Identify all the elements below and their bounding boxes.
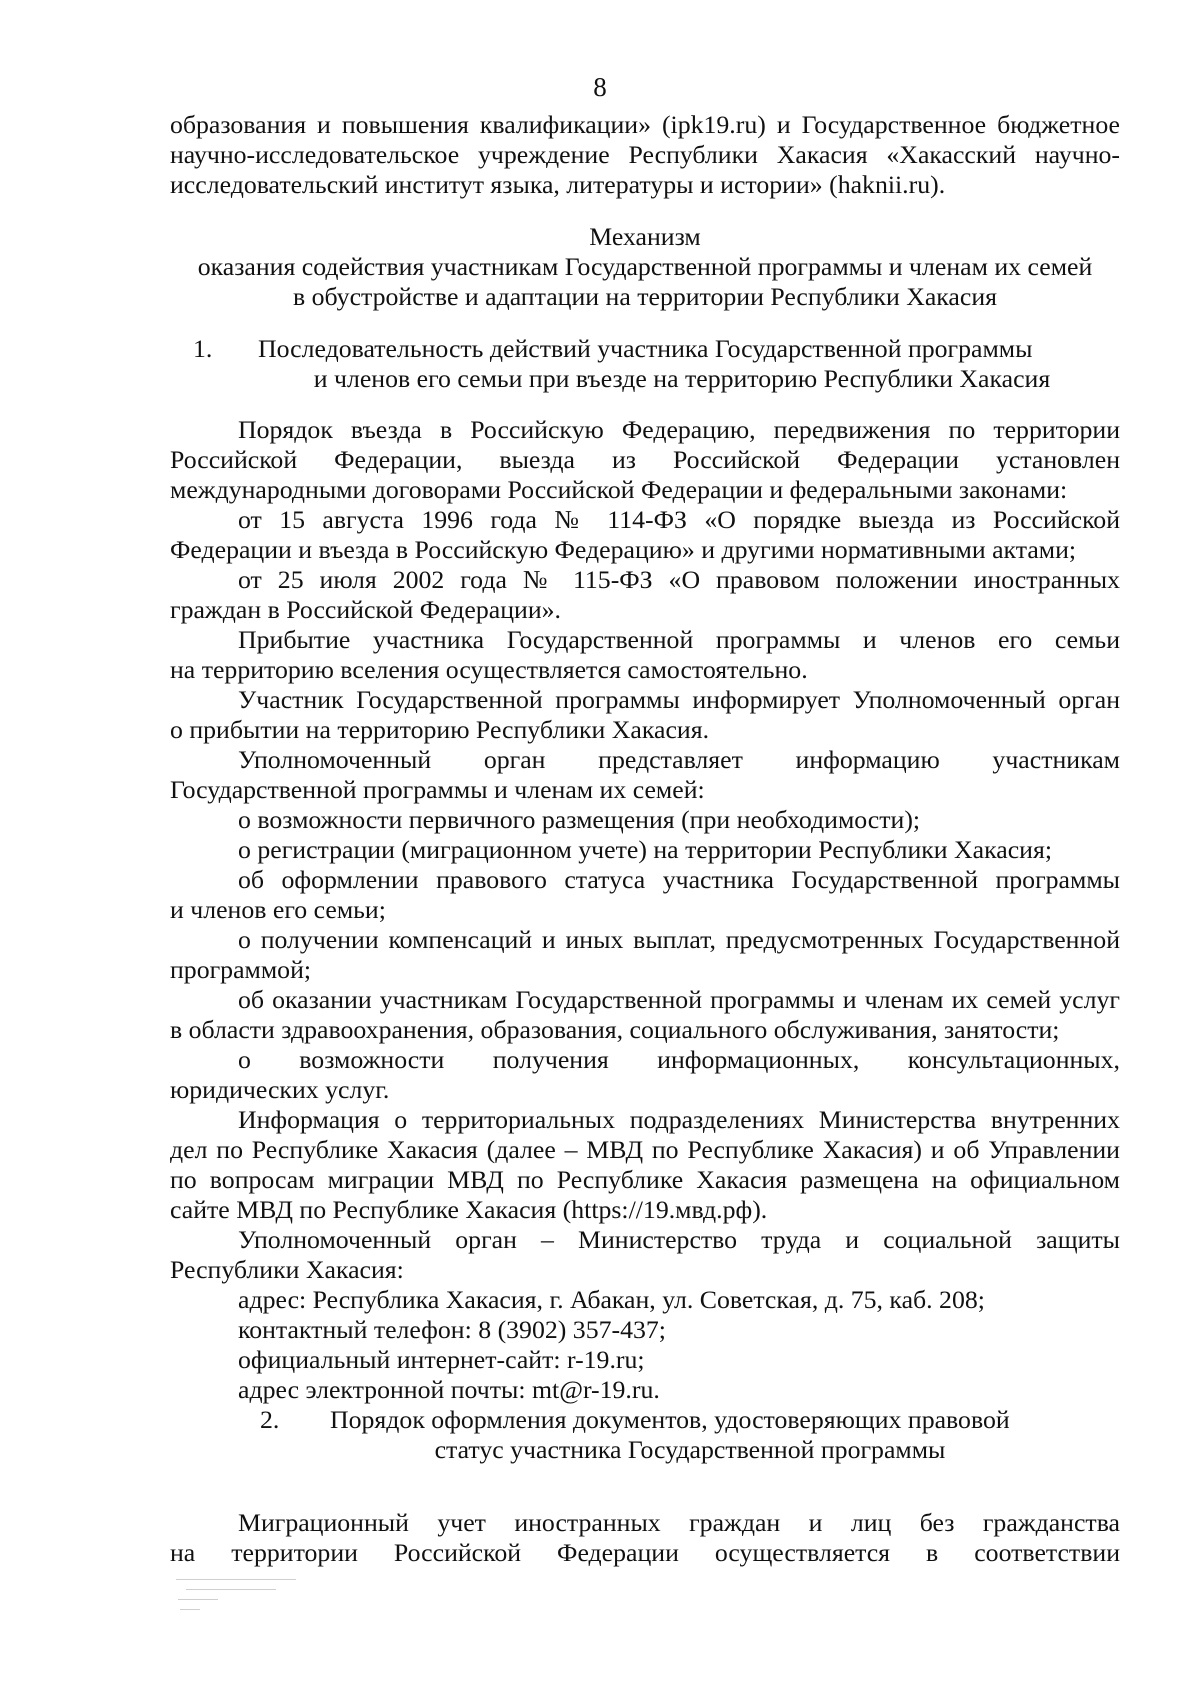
- paragraph-line: граждан в Российской Федерации».: [170, 595, 561, 624]
- contact-website: официальный интернет-сайт: r-19.ru;: [238, 1345, 645, 1374]
- paragraph-line: Прибытие участника Государственной программы и членов его семьи: [238, 625, 1120, 654]
- heading-subtitle: в обустройстве и адаптации на территории Республики Хакасия: [293, 282, 997, 311]
- list-item: о возможности получения информационных, консультационных,: [238, 1045, 1120, 1074]
- paragraph-line: Порядок въезда в Российскую Федерацию, передвижения по территории: [238, 415, 1120, 444]
- contact-address: адрес: Республика Хакасия, г. Абакан, ул. Советская, д. 75, каб. 208;: [238, 1285, 985, 1314]
- contact-email: адрес электронной почты: mt@r-19.ru.: [238, 1375, 660, 1404]
- page-number: 8: [593, 72, 607, 102]
- list-item: юридических услуг.: [170, 1075, 390, 1104]
- paragraph-line: международными договорами Российской Федерации и федеральными законами:: [170, 475, 1068, 504]
- heading-subtitle: оказания содействия участникам Государственной программы и членам их семей: [197, 252, 1093, 281]
- paragraph-line: Республики Хакасия:: [170, 1255, 404, 1284]
- section-1-number: 1.: [193, 334, 213, 363]
- contact-phone: контактный телефон: 8 (3902) 357-437;: [238, 1315, 666, 1344]
- paragraph-line: на территорию вселения осуществляется самостоятельно.: [170, 655, 808, 684]
- list-item: о получении компенсаций и иных выплат, предусмотренных Государственной: [238, 925, 1120, 954]
- paragraph-line: сайте МВД по Республике Хакасия (https://19.мвд.рф).: [170, 1195, 768, 1224]
- paragraph-line: по вопросам миграции МВД по Республике Хакасия размещена на официальном: [170, 1165, 1120, 1194]
- paragraph-line: Российской Федерации, выезда из Российской Федерации установлен: [170, 445, 1120, 474]
- paragraph-line: о прибытии на территорию Республики Хакасия.: [170, 715, 710, 744]
- scan-artifact: [176, 1575, 336, 1615]
- list-item: о возможности первичного размещения (при необходимости);: [238, 805, 921, 834]
- intro-line: научно-исследовательское учреждение Республики Хакасия «Хакасский научно-: [170, 140, 1120, 169]
- heading-title: Механизм: [589, 222, 701, 251]
- paragraph-line: Уполномоченный орган – Министерство труда и социальной защиты: [238, 1225, 1120, 1254]
- section-1-title: Последовательность действий участника Государственной программы: [258, 334, 1033, 363]
- paragraph-line: дел по Республике Хакасия (далее – МВД по Республике Хакасия) и об Управлении: [170, 1135, 1120, 1164]
- paragraph-line: Участник Государственной программы информирует Уполномоченный орган: [238, 685, 1120, 714]
- section-2-title: статус участника Государственной программы: [434, 1435, 946, 1464]
- list-item: о регистрации (миграционном учете) на территории Республики Хакасия;: [238, 835, 1053, 864]
- list-item: и членов его семьи;: [170, 895, 386, 924]
- paragraph-line: Информация о территориальных подразделениях Министерства внутренних: [238, 1105, 1120, 1134]
- section-1-title: и членов его семьи при въезде на территорию Республики Хакасия: [313, 364, 1051, 393]
- paragraph-line: от 25 июля 2002 года № 115-ФЗ «О правовом положении иностранных: [238, 565, 1120, 594]
- paragraph-line: Федерации и въезда в Российскую Федерацию» и другими нормативными актами;: [170, 535, 1077, 564]
- section-2-title: Порядок оформления документов, удостоверяющих правовой: [330, 1405, 1010, 1434]
- list-item: об оказании участникам Государственной программы и членам их семей услуг: [238, 985, 1120, 1014]
- paragraph-line: Миграционный учет иностранных граждан и лиц без гражданства: [238, 1508, 1120, 1537]
- paragraph-line: на территории Российской Федерации осуществляется в соответствии: [170, 1538, 1120, 1567]
- list-item: об оформлении правового статуса участника Государственной программы: [238, 865, 1120, 894]
- list-item: программой;: [170, 955, 312, 984]
- paragraph-line: Уполномоченный орган представляет информацию участникам: [238, 745, 1120, 774]
- paragraph-line: Государственной программы и членам их семей:: [170, 775, 705, 804]
- intro-line: исследовательский институт языка, литературы и истории» (haknii.ru).: [170, 170, 946, 199]
- intro-line: образования и повышения квалификации» (ipk19.ru) и Государственное бюджетное: [170, 110, 1120, 139]
- paragraph-line: от 15 августа 1996 года № 114-ФЗ «О порядке выезда из Российской: [238, 505, 1120, 534]
- list-item: в области здравоохранения, образования, социального обслуживания, занятости;: [170, 1015, 1060, 1044]
- section-2-number: 2.: [260, 1405, 280, 1434]
